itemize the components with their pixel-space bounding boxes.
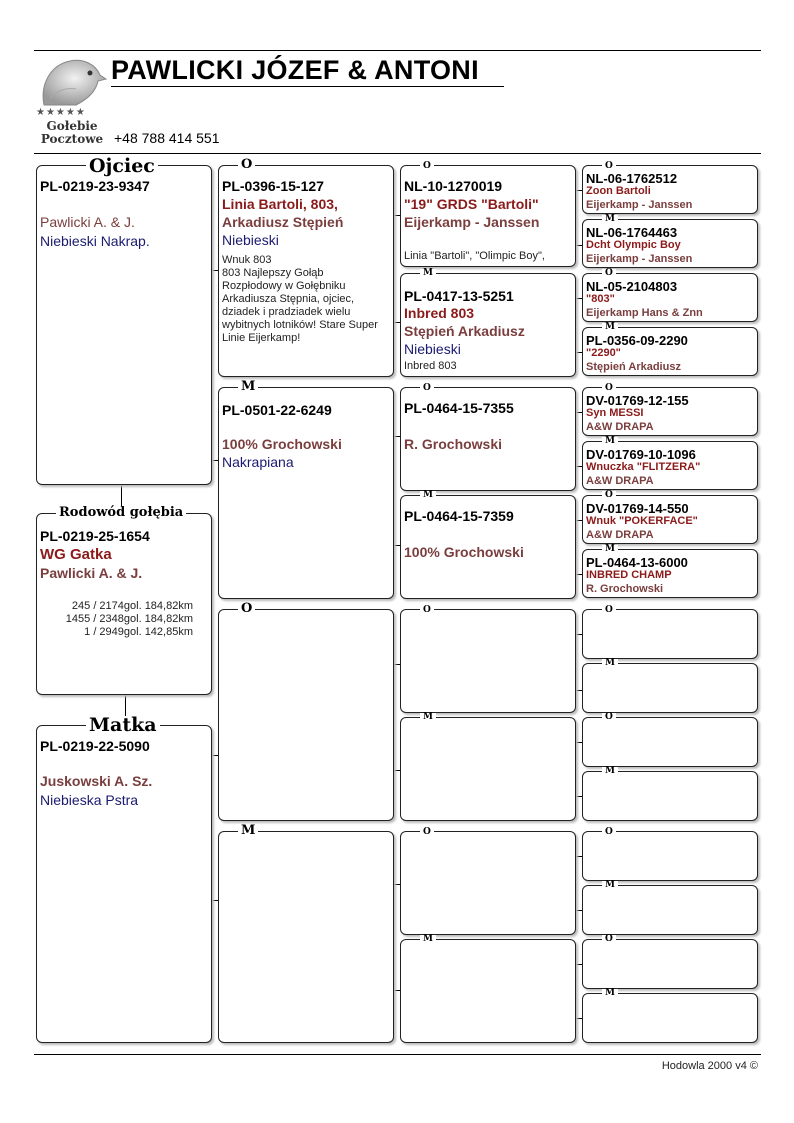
g4-card-4[interactable] [582,327,758,376]
g2-dd-label: M [238,824,258,837]
g2-ss-breeder: Arkadiusz Stępień [222,214,344,230]
sire-ring: PL-0219-23-9347 [40,178,150,194]
g4-label: M [602,545,618,554]
g3-ssd-card[interactable] [400,273,576,377]
g2-ss-color: Niebieski [222,232,279,248]
g4-ring: DV-01769-12-155 [586,393,689,408]
g4-label: M [602,437,618,446]
g4-card-8[interactable] [582,549,758,598]
g4-card-2[interactable] [582,219,758,268]
g2-ss-label: O [238,158,255,171]
g4-name: INBRED CHAMP [586,569,672,581]
g4-card-13[interactable] [582,831,758,881]
logo-stars: ★★★★★ [36,107,86,118]
g3-ssd-name: Inbred 803 [404,305,475,321]
footer-credit: Hodowla 2000 v4 © [661,1060,758,1072]
g4-name: Dcht Olympic Boy [586,239,681,251]
g4-label: M [602,881,618,890]
title-underline [111,86,504,87]
pigeon-card[interactable] [36,513,212,695]
g4-breeder: A&W DRAPA [586,529,654,541]
g4-label: O [602,491,616,500]
logo-text-line2: Pocztowe [40,132,104,146]
g3-ssd-label: M [420,269,436,278]
g4-ring: NL-05-2104803 [586,279,678,294]
g2-ss-name: Linia Bartoli, 803, [222,196,338,212]
g4-name: Wnuk "POKERFACE" [586,515,698,527]
sire-card[interactable] [36,165,212,485]
g2-ds-label: O [238,602,255,615]
g4-breeder: R. Grochowski [586,583,664,595]
g4-label: O [602,935,616,944]
result-row: 1455 / 2348gol. 184,82km [65,613,193,625]
g4-label: O [602,384,616,393]
g3-sss-label: O [420,162,434,171]
g4-ring: PL-0464-13-6000 [586,555,688,570]
g4-name: "2290" [586,347,621,359]
dam-color: Niebieska Pstra [40,792,139,808]
g4-label: O [602,162,616,171]
g3-sss-name: "19" GRDS "Bartoli" [404,196,539,212]
g3-dss-label: O [420,606,434,615]
g4-card-6[interactable] [582,441,758,490]
g4-name: Zoon Bartoli [586,185,651,197]
g2-sd-ring: PL-0501-22-6249 [222,402,332,418]
g4-breeder: A&W DRAPA [586,475,654,487]
g3-dss-card[interactable] [400,609,576,713]
g4-card-12[interactable] [582,771,758,821]
g4-breeder: Eijerkamp Hans & Znn [586,307,703,319]
g4-label: O [602,606,616,615]
sire-breeder: Pawlicki A. & J. [40,214,135,230]
g2-ss-desc: Wnuk 803 803 Najlepszy Gołąb Rozpłodowy w Gołębniku Arkadiusza Stępnia, ojciec, dziadek i pradziadek wielu wybitnych lotników! Stare Super Linie Eijerkamp! [222,254,378,344]
dam-ring: PL-0219-22-5090 [40,738,150,754]
g4-card-16[interactable] [582,993,758,1043]
g4-card-10[interactable] [582,663,758,713]
g2-dam-dam-card[interactable] [218,831,394,1043]
g3-ssd-desc: Inbred 803 [404,360,457,372]
g3-dsd-card[interactable] [400,717,576,821]
result-row: 245 / 2174gol. 184,82km [71,600,193,612]
g3-ssd-breeder: Stępień Arkadiusz [404,323,525,339]
g3-sss-desc: Linia "Bartoli", "Olimpic Boy", [404,250,545,262]
g3-sdd-label: M [420,491,436,500]
g3-sss-card[interactable] [400,165,576,267]
g3-sdd-ring: PL-0464-15-7359 [404,508,514,524]
g2-ss-ring: PL-0396-15-127 [222,178,324,194]
g4-card-3[interactable] [582,273,758,322]
g4-card-5[interactable] [582,387,758,436]
pigeon-breeder: Pawlicki A. & J. [40,565,143,581]
g4-label: O [602,828,616,837]
g3-ddd-label: M [420,935,436,944]
g4-ring: NL-06-1764463 [586,225,678,240]
g4-breeder: Eijerkamp - Janssen [586,199,693,211]
g3-sdd-breeder: 100% Grochowski [404,544,524,560]
g3-dds-card[interactable] [400,831,576,935]
g4-breeder: Stępień Arkadiusz [586,361,681,373]
g4-label: M [602,767,618,776]
g2-sire-sire-card[interactable] [218,165,394,377]
g4-ring: DV-01769-14-550 [586,501,689,516]
dam-label: Matka [86,716,160,735]
g4-label: M [602,659,618,668]
g4-card-9[interactable] [582,609,758,659]
g2-sire-dam-card[interactable] [218,387,394,599]
g3-ssd-color: Niebieski [404,341,461,357]
g3-sss-breeder: Eijerkamp - Janssen [404,214,540,230]
g4-breeder: Eijerkamp - Janssen [586,253,693,265]
g3-sds-label: O [420,384,434,393]
pigeon-ring: PL-0219-25-1654 [40,528,150,544]
g3-dds-label: O [420,828,434,837]
g3-dsd-label: M [420,713,436,722]
g4-card-1[interactable] [582,165,758,214]
g3-sds-card[interactable] [400,387,576,491]
g2-sd-label: M [238,380,258,393]
g4-card-7[interactable] [582,495,758,544]
g2-dam-sire-card[interactable] [218,609,394,821]
dam-breeder: Juskowski A. Sz. [40,773,153,789]
g4-name: Wnuczka "FLITZERA" [586,461,701,473]
g4-name: Syn MESSI [586,407,644,419]
g4-label: M [602,323,618,332]
g3-sds-breeder: R. Grochowski [404,436,503,452]
sire-color: Niebieski Nakrap. [40,233,150,249]
g4-breeder: A&W DRAPA [586,421,654,433]
g3-sds-ring: PL-0464-15-7355 [404,400,514,416]
g2-sd-color: Nakrapiana [222,454,294,470]
pigeon-logo [36,55,108,107]
g4-ring: NL-06-1762512 [586,171,678,186]
g2-sd-breeder: 100% Grochowski [222,436,342,452]
g3-ssd-ring: PL-0417-13-5251 [404,288,514,304]
g3-sss-ring: NL-10-1270019 [404,178,503,194]
g4-card-15[interactable] [582,939,758,989]
sire-label: Ojciec [86,157,158,176]
g4-card-11[interactable] [582,717,758,767]
logo-text-line1: Gołebie [46,119,98,133]
g4-card-14[interactable] [582,885,758,935]
dam-card[interactable] [36,725,212,1043]
pigeon-name: WG Gatka [40,546,112,563]
phone-number: +48 788 414 551 [114,130,220,146]
header-bottom-rule [34,153,761,154]
g4-ring: PL-0356-09-2290 [586,333,688,348]
g4-label: O [602,269,616,278]
g4-name: "803" [586,293,615,305]
g3-ddd-card[interactable] [400,939,576,1043]
result-row: 1 / 2949gol. 142,85km [84,626,193,638]
g4-label: O [602,713,616,722]
g4-label: M [602,215,618,224]
pigeon-results [37,600,193,639]
pedigree-label: Rodowód gołębia [56,506,186,519]
g3-sdd-card[interactable] [400,495,576,599]
breeder-title: PAWLICKI JÓZEF & ANTONI [111,55,479,85]
g4-ring: DV-01769-10-1096 [586,447,696,462]
header-top-rule [34,50,761,51]
g4-label: M [602,989,618,998]
footer-rule [34,1054,761,1055]
